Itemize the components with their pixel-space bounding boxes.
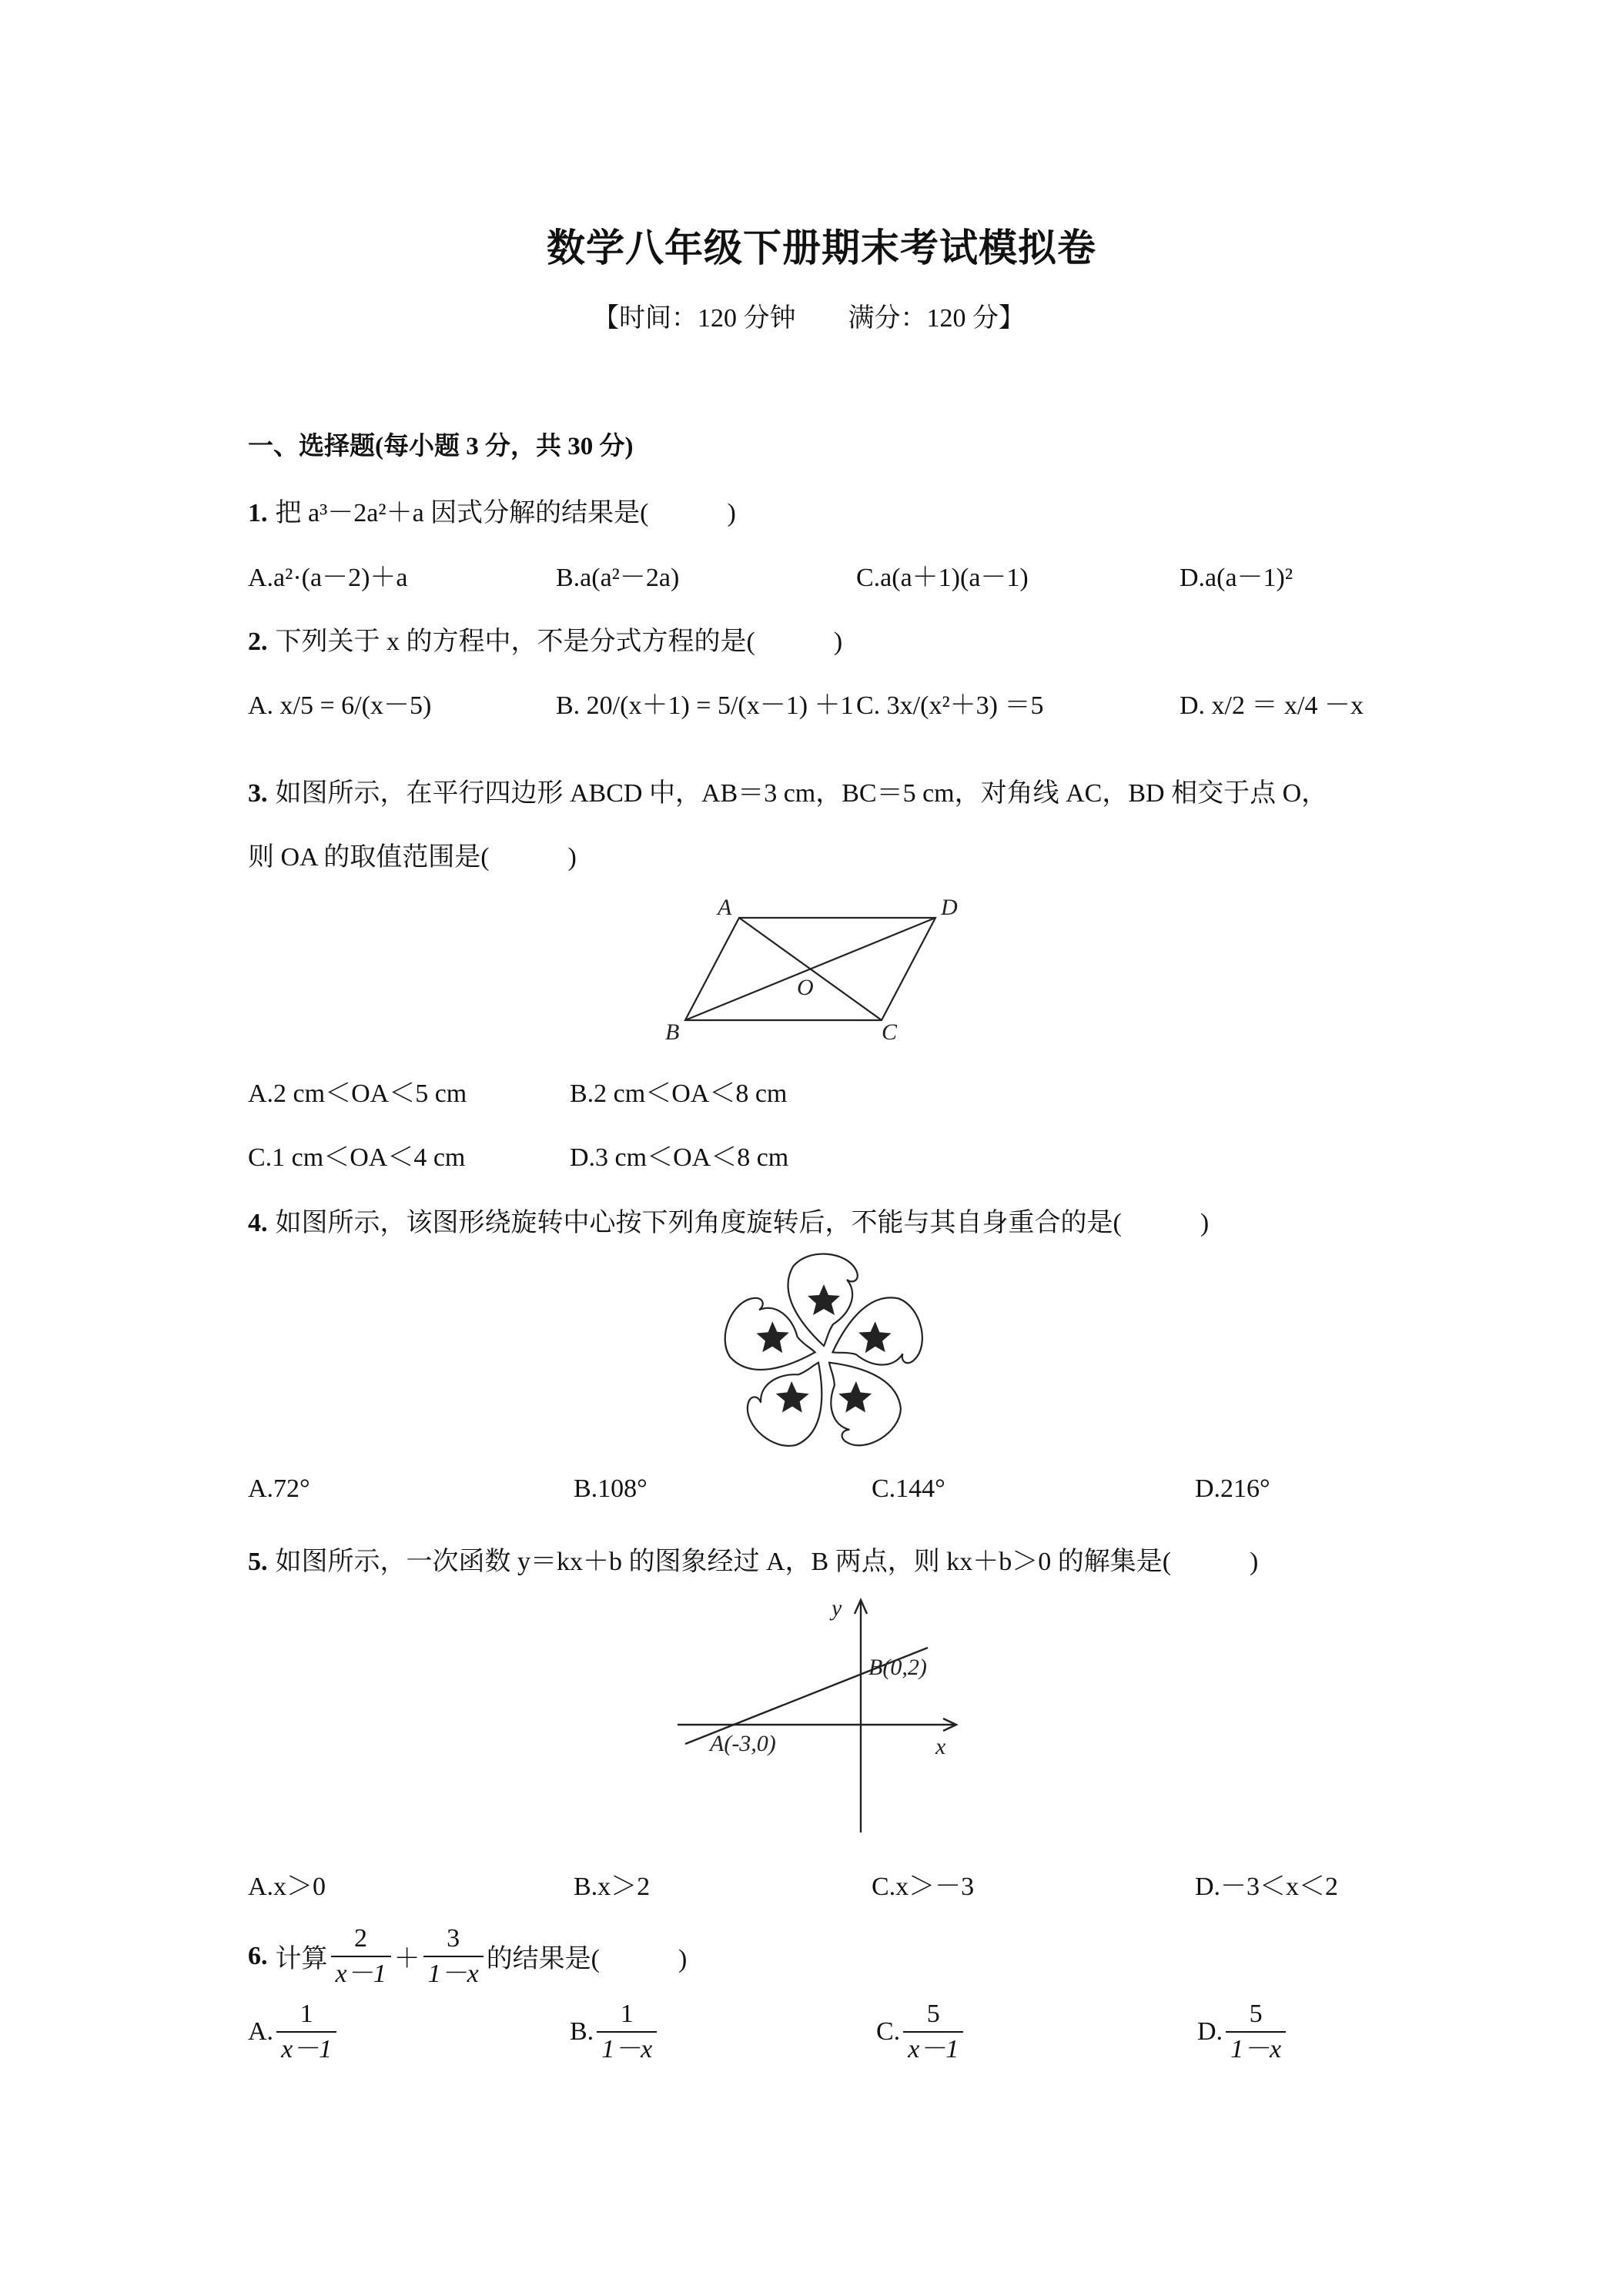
parallelogram-figure xyxy=(647,893,986,1047)
question-4-stem xyxy=(248,1201,1209,1239)
question-text: 如图所示，在平行四边形 ABCD 中，AB＝3 cm，BC＝5 cm，对角线 AC，BD 相交于点 O， xyxy=(275,779,1328,808)
fraction-1 xyxy=(331,1925,391,1987)
question-3-stem-line2: 则 OA 的取值范围是( ) xyxy=(248,843,577,872)
question-text-pre: 计算 xyxy=(275,1945,328,1974)
diagonal-bd xyxy=(685,918,935,1020)
fraction-denominator: 1－x xyxy=(427,1959,479,1988)
option-b[interactable]: B.x＞2 xyxy=(574,1873,651,1901)
fraction-numerator: 3 xyxy=(423,1925,484,1957)
option-b[interactable]: B.108° xyxy=(574,1474,648,1503)
question-text: 如图所示，该图形绕旋转中心按下列角度旋转后，不能与其自身重合的是( ) xyxy=(275,1209,1210,1237)
question-number: 5. xyxy=(248,1548,268,1576)
option-d[interactable] xyxy=(1197,2000,1289,2063)
label-o: O xyxy=(797,975,814,1000)
label-a: A xyxy=(718,895,732,920)
label-d: D xyxy=(941,895,958,920)
fraction-numerator: 1 xyxy=(276,2000,336,2033)
option-d[interactable]: D.216° xyxy=(1195,1474,1270,1503)
option-label: C. xyxy=(876,2017,901,2046)
question-6-stem xyxy=(248,1925,687,1987)
fraction-numerator: 1 xyxy=(597,2000,657,2033)
fraction-numerator: 2 xyxy=(331,1925,391,1957)
fraction-numerator: 5 xyxy=(1226,2000,1286,2033)
option-a[interactable]: A. x/5 = 6/(x－5) xyxy=(248,691,432,720)
label-c: C xyxy=(882,1019,898,1045)
x-axis-label: x xyxy=(935,1734,946,1759)
option-a[interactable]: A.2 cm＜OA＜5 cm xyxy=(248,1079,467,1108)
option-b[interactable] xyxy=(570,2000,660,2063)
question-text-post: 的结果是( ) xyxy=(486,1945,688,1974)
label-b: B xyxy=(665,1019,680,1045)
option-d[interactable]: D.－3＜x＜2 xyxy=(1195,1873,1339,1901)
fraction-2 xyxy=(423,1925,484,1987)
question-number: 1. xyxy=(248,499,268,527)
option-b[interactable]: B.a(a²－2a) xyxy=(556,564,680,592)
point-b-label: B(0,2) xyxy=(868,1655,927,1680)
y-axis-label: y xyxy=(832,1595,842,1621)
linear-function-graph xyxy=(670,1586,978,1840)
option-fraction xyxy=(276,2000,336,2063)
option-fraction xyxy=(903,2000,963,2063)
fraction-denominator: 1－x xyxy=(601,2034,653,2063)
option-a[interactable]: A.x＞0 xyxy=(248,1873,326,1901)
option-fraction xyxy=(1226,2000,1286,2063)
option-label: D. xyxy=(1197,2017,1223,2046)
exam-time-info: 【时间：120 分钟 满分：120 分】 xyxy=(593,304,1025,333)
question-3-stem xyxy=(248,771,1327,809)
option-a[interactable]: A.72° xyxy=(248,1474,310,1503)
question-number: 6. xyxy=(248,1941,268,1970)
question-text: 把 a³－2a²＋a 因式分解的结果是( ) xyxy=(275,499,736,527)
option-d[interactable]: D. x/2 ＝ x/4 －x xyxy=(1180,691,1364,720)
option-c[interactable]: C.1 cm＜OA＜4 cm xyxy=(248,1143,466,1172)
option-label: A. xyxy=(248,2017,274,2046)
question-2-stem xyxy=(248,620,842,658)
option-a[interactable] xyxy=(248,2000,340,2063)
point-a-label: A(-3,0) xyxy=(710,1731,776,1756)
option-a[interactable]: A.a²·(a－2)＋a xyxy=(248,564,408,592)
option-c[interactable]: C.a(a＋1)(a－1) xyxy=(856,564,1029,592)
question-1-stem xyxy=(248,491,736,529)
fraction-denominator: x－1 xyxy=(908,2034,959,2063)
option-c[interactable]: C.144° xyxy=(872,1474,945,1503)
option-d[interactable]: D.3 cm＜OA＜8 cm xyxy=(570,1143,789,1172)
question-number: 3. xyxy=(248,779,268,808)
option-c[interactable]: C.x＞－3 xyxy=(872,1873,975,1901)
fraction-denominator: x－1 xyxy=(335,1959,387,1988)
option-d[interactable]: D.a(a－1)² xyxy=(1180,564,1293,592)
question-number: 2. xyxy=(248,628,268,656)
question-text: 如图所示，一次函数 y＝kx＋b 的图象经过 A，B 两点，则 kx＋b＞0 的解集是( ) xyxy=(275,1548,1259,1576)
option-b[interactable]: B.2 cm＜OA＜8 cm xyxy=(570,1079,788,1108)
option-c[interactable]: C. 3x/(x²＋3) ＝5 xyxy=(856,691,1044,720)
page-title: 数学八年级下册期末考试模拟卷 xyxy=(547,226,1096,269)
option-b[interactable]: B. 20/(x＋1) = 5/(x－1) ＋1 xyxy=(556,691,854,720)
fraction-numerator: 5 xyxy=(903,2000,963,2033)
option-c[interactable] xyxy=(876,2000,966,2063)
option-fraction xyxy=(597,2000,657,2063)
pinwheel-figure xyxy=(708,1247,939,1463)
plus-sign: ＋ xyxy=(393,1945,420,1974)
question-text: 下列关于 x 的方程中，不是分式方程的是( ) xyxy=(275,628,843,656)
section-title: 一、选择题(每小题 3 分，共 30 分) xyxy=(248,433,634,460)
question-number: 4. xyxy=(248,1209,268,1237)
question-5-stem xyxy=(248,1540,1258,1578)
fraction-denominator: 1－x xyxy=(1230,2034,1282,2063)
fraction-denominator: x－1 xyxy=(281,2034,333,2063)
option-label: B. xyxy=(570,2017,594,2046)
